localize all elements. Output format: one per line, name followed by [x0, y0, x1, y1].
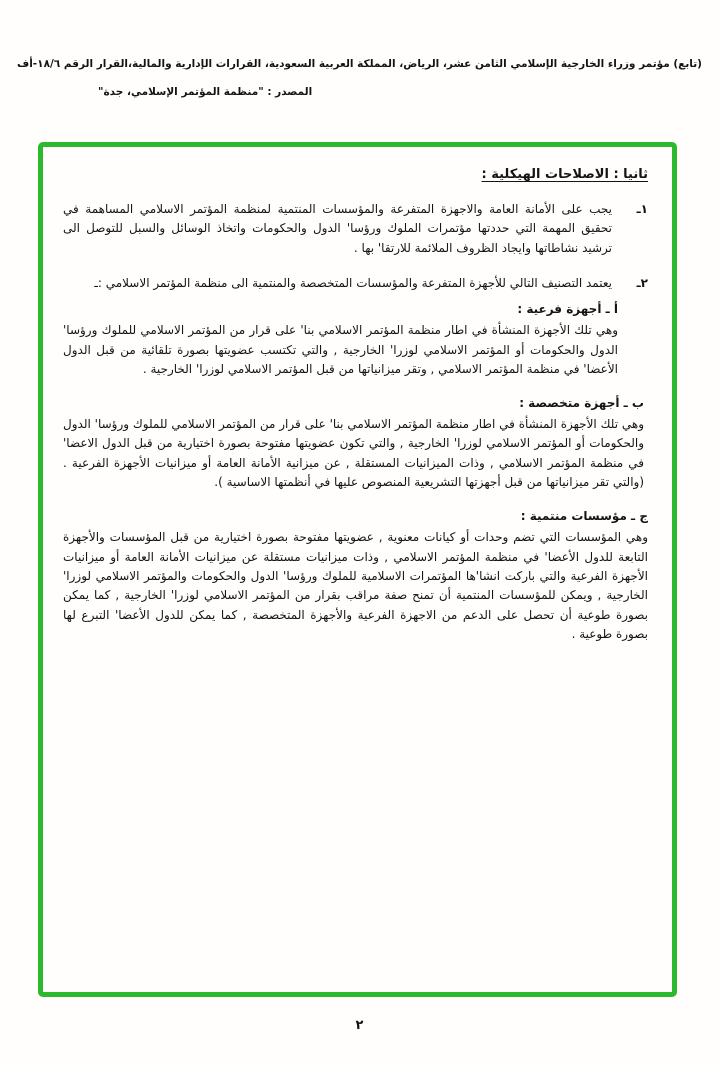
green-frame — [38, 142, 677, 997]
subsection-c-heading: ج ـ مؤسسات منتمية : — [520, 508, 648, 523]
header-citation: (تابع) مؤتمر وزراء الخارجية الإسلامي الثامن عشر، الرياض، المملكة العربية السعودية، القرارات الإدارية والمالية،القرار الرقم ١٨/٦-أف — [17, 58, 702, 70]
subsection-b-body: وهي تلك الأجهزة المنشأة في اطار منظمة المؤتمر الاسلامي بنا' على قرار من المؤتمر الاسلامي للملوك ورؤسا' الدول والحكومات أو المؤتمر الاسلامي لوزرا' الخارجية , والتي تكون عضويتها مفتوحة بصورة اختيارية من قبل الدول الاعضا' في منظمة المؤتمر الاسلامي , وذات الميزانيات المستقلة , عن ميزانية الأمانة العامة أو ميزانيات الأجهزة الفرعية .(والتي تقر ميزانياتها من قبل أجهزتها التشريعية المنصوص عليها في أنظمتها الاساسية ). — [63, 416, 644, 490]
subsection-a-heading: أ ـ أجهزة فرعية : — [517, 301, 618, 316]
subsection-b — [63, 394, 644, 493]
subsection-c — [63, 507, 648, 645]
paragraph-2-number: ٢ـ — [636, 276, 648, 291]
paragraph-1-text: يجب على الأمانة العامة والاجهزة المتفرعة والمؤسسات المنتمية لمنظمة المؤتمر الاسلامي المساهمة في تحقيق المهمة التي حددتها مؤتمرات الملوك ورؤسا' الدول والحكومات واتخاذ الوسائل والسبل للتوصل الى ترشيد نشاطاتها وايجاد الظروف الملائمة للارتقا' بها . — [63, 202, 612, 255]
section-title: ثانيا : الاصلاحات الهيكلية : — [481, 167, 648, 182]
paragraph-1-number: ١ـ — [636, 202, 648, 216]
header-source: المصدر : "منظمة المؤتمر الإسلامي، جدة" — [98, 86, 313, 98]
subsection-a-body: وهي تلك الأجهزة المنشأة في اطار منظمة المؤتمر الاسلامي بنا' على قرار من المؤتمر الاسلامي للملوك ورؤسا' الدول والحكومات أو المؤتمر الاسلامي لوزرا' الخارجية , والتي تكتسب عضويتها بصورة تلقائية من قبل الدول الأعضا' في منظمة المؤتمر الاسلامي , وتقر ميزانياتها من قبل المؤتمر الاسلامي لوزرا' الخارجية . — [63, 323, 618, 377]
subsection-c-body: وهي المؤسسات التي تضم وحدات أو كيانات معنوية , عضويتها مفتوحة بصورة اختيارية من قبل المؤسسات والأجهزة التابعة للدول الأعضا' في منظمة المؤتمر الاسلامي , وذات ميزانيات مستقلة عن ميزانيات الأمانة العامة أو ميزانيات الأجهزة الفرعية والتي باركت انشا'ها المؤتمرات الاسلامية للملوك ورؤسا' الدول والحكومات والمؤتمر الاسلامي لوزرا' الخارجية , ويمكن للمؤسسات المنتمية أن تمنح صفة مراقب بقرار من المؤتمر الاسلامي لوزرا' الخارجية , كما يمكن بصورة طوعية أن تحصل على الدعم من الاجهزة الفرعية والأجهزة المتخصصة , كما يمكن للدول الأعضا' التبرع لها بصورة طوعية . — [63, 530, 648, 642]
paragraph-2 — [63, 274, 648, 293]
paragraph-1 — [63, 200, 648, 258]
page-number: ٢ — [355, 1018, 364, 1033]
paragraph-2-text: يعتمد التصنيف التالي للأجهزة المتفرعة والمؤسسات المتخصصة والمنتمية الى منظمة المؤتمر الاسلامي :ـ — [94, 276, 612, 291]
subsection-b-heading: ب ـ أجهزة متخصصة : — [519, 395, 644, 410]
subsection-a — [63, 300, 618, 380]
